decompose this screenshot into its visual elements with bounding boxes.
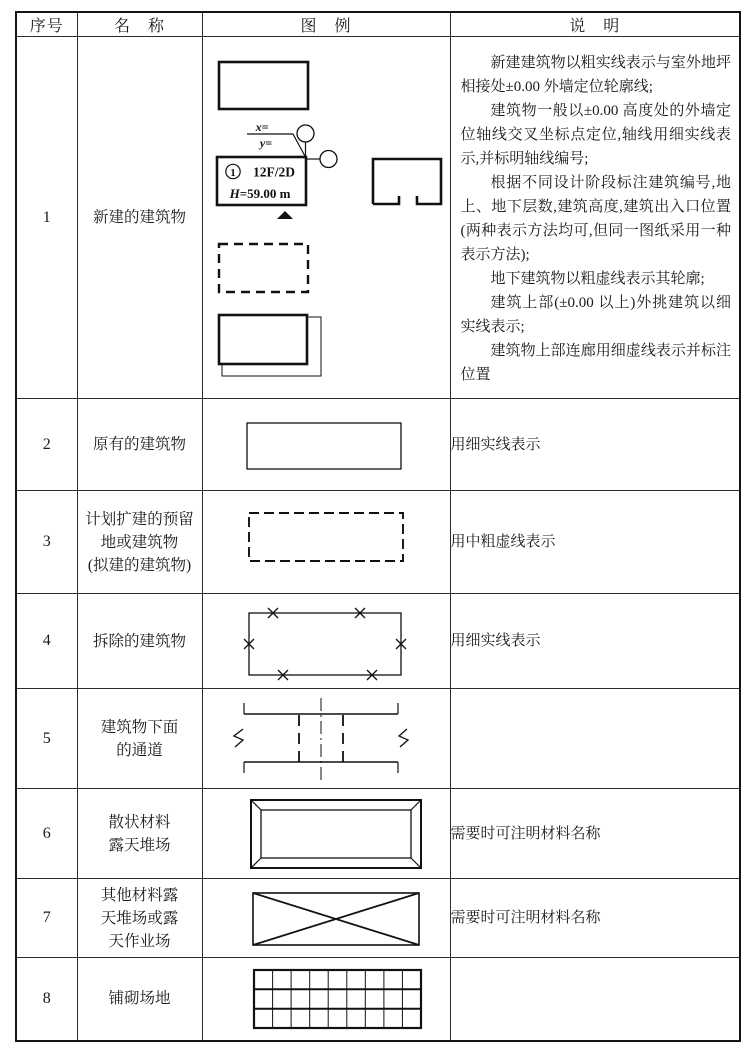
header-legend: 图 例 <box>202 12 450 37</box>
dashed-rectangle-icon <box>249 513 403 561</box>
row-name: 新建的建筑物 <box>92 209 186 226</box>
row-number: 7 <box>16 879 77 958</box>
underground-building-icon <box>219 244 308 292</box>
table-row <box>16 399 740 491</box>
row-name: 散状材料 <box>108 813 171 831</box>
demolished-building-figure <box>203 595 451 688</box>
paving-grid-horizontals-icon <box>254 990 421 1009</box>
stockpile-figure <box>203 790 451 878</box>
header-row <box>16 12 740 37</box>
table-row <box>16 689 740 789</box>
row-name: (拟建的建筑物) <box>87 556 192 574</box>
row-name: 铺砌场地 <box>108 990 171 1008</box>
header-name: 名 称 <box>77 12 202 37</box>
row-name: 天作业场 <box>108 932 171 950</box>
axis-bubble-icon <box>320 150 337 167</box>
demolish-x-marks-icon <box>244 608 406 680</box>
paving-grid-border-icon <box>254 970 421 1028</box>
header-desc: 说 明 <box>450 12 740 37</box>
building-number: 1 <box>229 166 236 179</box>
table-row <box>16 789 740 879</box>
open-yard-figure <box>203 880 451 957</box>
row-name: 建筑物下面 <box>100 718 179 736</box>
entrance-triangle-icon <box>277 211 293 219</box>
new-building-figure <box>203 38 451 398</box>
row-description: 用细实线表示 <box>450 399 740 491</box>
row-name: 的通道 <box>116 741 163 759</box>
row-name: 拆除的建筑物 <box>92 632 186 650</box>
leader-line <box>293 134 306 157</box>
x-coord-label: x= <box>255 119 268 134</box>
table-row <box>16 37 740 399</box>
row-description <box>450 958 740 1041</box>
row-name: 其他材料露 <box>100 886 179 904</box>
demolish-rectangle-icon <box>249 613 401 675</box>
table-row <box>16 958 740 1041</box>
row-name: 原有的建筑物 <box>92 436 186 453</box>
stockpile-inner-icon <box>261 810 411 858</box>
row-number: 6 <box>16 789 77 879</box>
row-number: 1 <box>16 37 77 399</box>
row-name: 计划扩建的预留 <box>85 510 194 528</box>
yard-diagonals-icon <box>253 893 419 945</box>
table-row <box>16 594 740 689</box>
row-number: 8 <box>16 958 77 1041</box>
header-no: 序号 <box>16 12 77 37</box>
planned-building-figure <box>203 492 451 593</box>
ground-floor-outline-icon <box>219 315 307 364</box>
passage-under-building-figure <box>203 690 451 788</box>
row-number: 4 <box>16 594 77 689</box>
row-number: 5 <box>16 689 77 789</box>
row-number: 2 <box>16 399 77 491</box>
row-description <box>450 689 740 789</box>
floors-label: 12F/2D <box>252 164 295 179</box>
axis-bubble-icon <box>297 125 314 142</box>
paving-grid-verticals-icon <box>272 970 402 1028</box>
row-number: 3 <box>16 491 77 594</box>
y-coord-label: y= <box>259 135 272 150</box>
legend-table <box>15 11 741 1042</box>
new-building-outline-icon <box>219 62 308 109</box>
entrance-notch-building-icon <box>373 159 441 204</box>
table-row <box>16 879 740 958</box>
row-name: 地或建筑物 <box>100 533 179 551</box>
thin-rectangle-icon <box>247 423 401 469</box>
row-description: 用细实线表示 <box>450 594 740 689</box>
height-label: H=59.00 m <box>229 185 290 201</box>
row-name: 露天堆场 <box>108 836 171 854</box>
row-description: 用中粗虚线表示 <box>450 491 740 594</box>
row-description: 需要时可注明材料名称 <box>450 789 740 879</box>
row-description: 新建建筑物以粗实线表示与室外地坪相接处±0.00 外墙定位轮廓线; 建筑物一般以±0.00 高度处的外墙定位轴线交叉坐标点定位,轴线用细实线表示,并标明轴线编号; 根据不同设计阶段标注建筑编号,地上、地下层数,建筑高度,建筑出入口位置(两种表示方法均可,但同一图纸采用一种表示方法); 地下建筑物以粗虚线表示其轮廓; 建筑上部(±0.00 以上)外挑建筑以细实线表示; 建筑物上部连廊用细虚线表示并标注位置 <box>460 55 731 383</box>
row-description: 需要时可注明材料名称 <box>450 879 740 958</box>
row-name: 天堆场或露 <box>100 909 179 927</box>
paved-area-figure <box>203 958 451 1039</box>
existing-building-figure <box>203 400 451 490</box>
table-row <box>16 491 740 594</box>
